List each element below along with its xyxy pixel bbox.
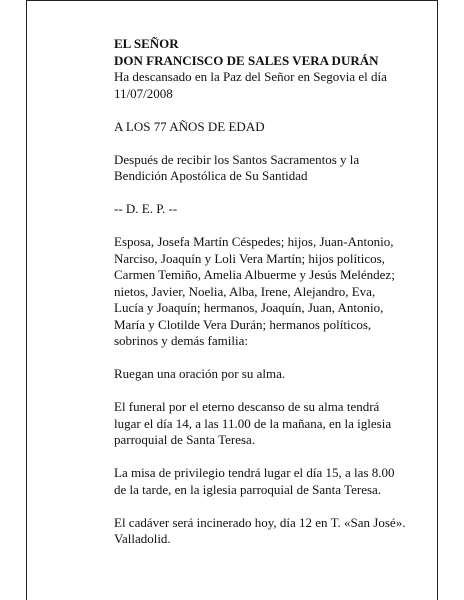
mass-paragraph: [114, 465, 434, 498]
family-line: Lucía y Joaquín; hermanos, Joaquín, Juan, Antonio,: [114, 300, 384, 315]
rip-paragraph: [114, 201, 434, 218]
sacraments-line-2: Bendición Apostólica de Su Santidad: [114, 168, 308, 183]
family-paragraph: [114, 234, 434, 350]
title-line-1: EL SEÑOR: [114, 36, 179, 51]
funeral-line: El funeral por el eterno descanso de su alma tendrá: [114, 399, 380, 414]
deceased-name: DON FRANCISCO DE SALES VERA DURÁN: [114, 52, 379, 68]
funeral-line: parroquial de Santa Teresa.: [114, 432, 256, 447]
obituary-notice: [114, 36, 434, 564]
family-line: Narciso, Joaquín y Loli Vera Martín; hijos políticos,: [114, 250, 385, 266]
notice-header: [114, 36, 434, 102]
family-line: Carmen Temiño, Amelia Albuerme y Jesús Meléndez;: [114, 267, 395, 282]
rip-text: -- D. E. P. --: [114, 201, 178, 216]
cremation-paragraph: [114, 515, 434, 548]
family-line: Esposa, Josefa Martín Céspedes; hijos, Juan-Antonio,: [114, 234, 394, 249]
prayer-text: Ruegan una oración por su alma.: [114, 366, 286, 381]
mass-line: de la tarde, en la iglesia parroquial de Santa Teresa.: [114, 481, 382, 497]
family-line: nietos, Javier, Noelia, Alba, Irene, Alejandro, Eva,: [114, 283, 376, 299]
cremation-line: Valladolid.: [114, 531, 171, 546]
rest-date: 11/07/2008: [114, 85, 173, 101]
age-text: A LOS 77 AÑOS DE EDAD: [114, 118, 265, 134]
age-paragraph: [114, 119, 434, 136]
sacraments-paragraph: [114, 152, 434, 185]
sacraments-line-1: Después de recibir los Santos Sacramentos y la: [114, 151, 360, 167]
funeral-paragraph: [114, 399, 434, 449]
family-line: sobrinos y demás familia:: [114, 333, 248, 348]
mass-line: La misa de privilegio tendrá lugar el día 15, a las 8.00: [114, 465, 395, 480]
rest-line-1: Ha descansado en la Paz del Señor en Segovia el día: [114, 69, 387, 84]
funeral-line: lugar el día 14, a las 11.00 de la mañana, en la iglesia: [114, 415, 392, 431]
cremation-line: El cadáver será incinerado hoy, día 12 en T. «San José».: [114, 514, 406, 530]
prayer-paragraph: [114, 366, 434, 383]
family-line: María y Clotilde Vera Durán; hermanos políticos,: [114, 316, 372, 332]
